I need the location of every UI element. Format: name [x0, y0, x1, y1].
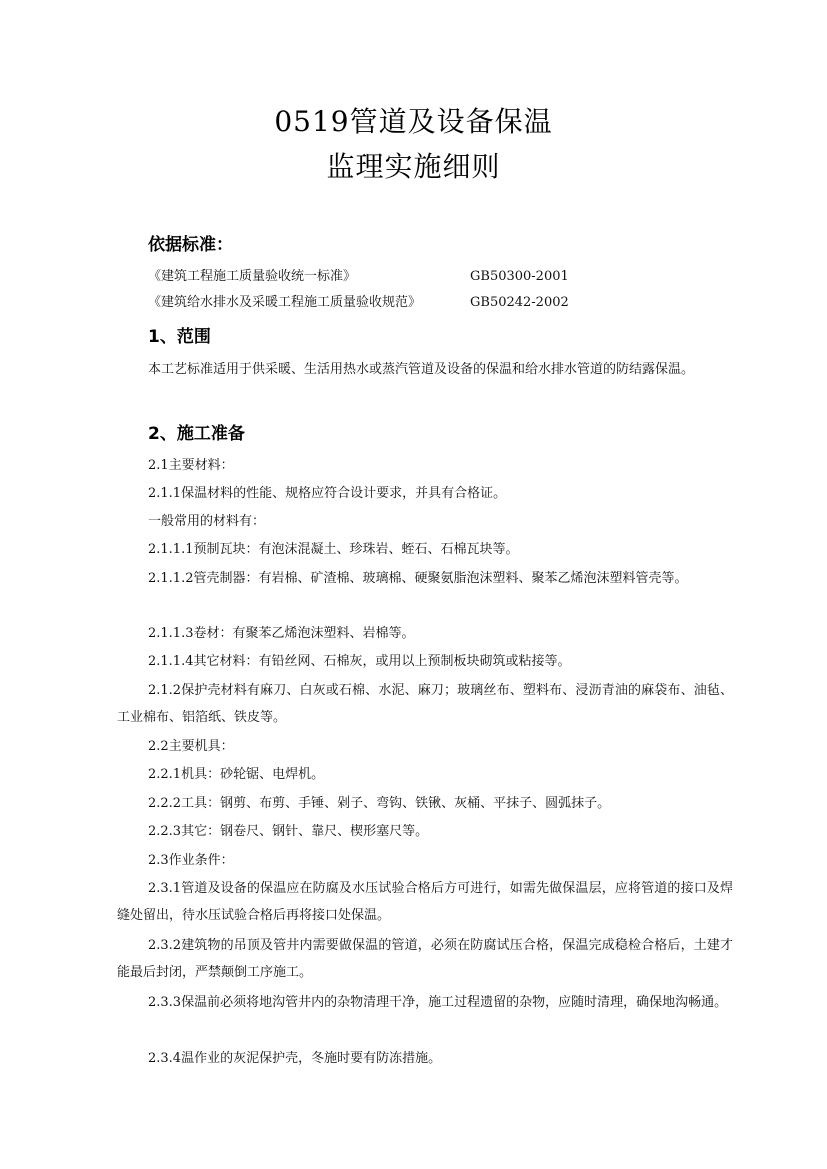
paragraph: 2.3.3保温前必须将地沟管井内的杂物清理干净，施工过程遗留的杂物，应随时清理，确保地沟畅通。	[148, 995, 728, 1010]
paragraph: 2.1.1.2管壳制器：有岩棉、矿渣棉、玻璃棉、硬聚氨脂泡沫塑料、聚苯乙烯泡沫塑料管壳等。	[148, 571, 688, 586]
document-title-line1: 0519管道及设备保温	[274, 105, 553, 138]
paragraph: 2.1.1保温材料的性能、规格应符合设计要求，并具有合格证。	[148, 486, 507, 501]
paragraph: 2.1主要材料：	[148, 458, 234, 473]
paragraph: 2.1.1.3卷材：有聚苯乙烯泡沫塑料、岩棉等。	[148, 626, 415, 641]
standard-name: 《建筑工程施工质量验收统一标准》	[148, 269, 357, 284]
section1-text: 本工艺标准适用于供采暖、生活用热水或蒸汽管道及设备的保温和给水排水管道的防结露保温。	[148, 362, 695, 377]
paragraph: 2.3.2建筑物的吊顶及管井内需要做保温的管道，必须在防腐试压合格，保温完成稳检合格后，土建才能最后封闭，严禁颠倒工序施工。	[117, 938, 733, 980]
document-title-line2: 监理实施细则	[326, 150, 501, 183]
paragraph: 2.1.2保护壳材料有麻刀、白灰或石棉、水泥、麻刀；玻璃丝布、塑料布、浸沥青油的麻袋布、油毡、工业棉布、铝箔纸、铁皮等。	[117, 683, 733, 725]
section1-heading: 1、范围	[148, 327, 211, 347]
section2-heading: 2、施工准备	[148, 424, 245, 444]
standard-code: GB50300-2001	[470, 269, 569, 284]
paragraph: 2.1.1.1预制瓦块：有泡沫混凝土、珍珠岩、蛭石、石棉瓦块等。	[148, 542, 519, 557]
paragraph: 2.2.1机具：砂轮锯、电焊机。	[148, 767, 325, 782]
basis-heading: 依据标准：	[148, 235, 233, 255]
standard-name: 《建筑给水排水及采暖工程施工质量验收规范》	[148, 295, 422, 310]
paragraph: 2.3.1管道及设备的保温应在防腐及水压试验合格后方可进行，如需先做保温层，应将管道的接口及焊缝处留出，待水压试验合格后再将接口处保温。	[117, 881, 733, 923]
paragraph: 一般常用的材料有：	[148, 514, 266, 529]
paragraph: 2.2.3其它：钢卷尺、钢针、靠尺、楔形塞尺等。	[148, 824, 429, 839]
paragraph: 2.2主要机具：	[148, 739, 234, 754]
paragraph: 2.1.1.4其它材料：有铅丝网、石棉灰，或用以上预制板块砌筑或粘接等。	[148, 654, 571, 669]
paragraph: 2.3作业条件：	[148, 853, 234, 868]
paragraph: 2.2.2工具：钢剪、布剪、手锤、剁子、弯钩、铁锹、灰桶、平抹子、圆弧抹子。	[148, 796, 611, 811]
standard-code: GB50242-2002	[470, 295, 569, 310]
paragraph: 2.3.4温作业的灰泥保护壳，冬施时要有防冻措施。	[148, 1051, 442, 1066]
